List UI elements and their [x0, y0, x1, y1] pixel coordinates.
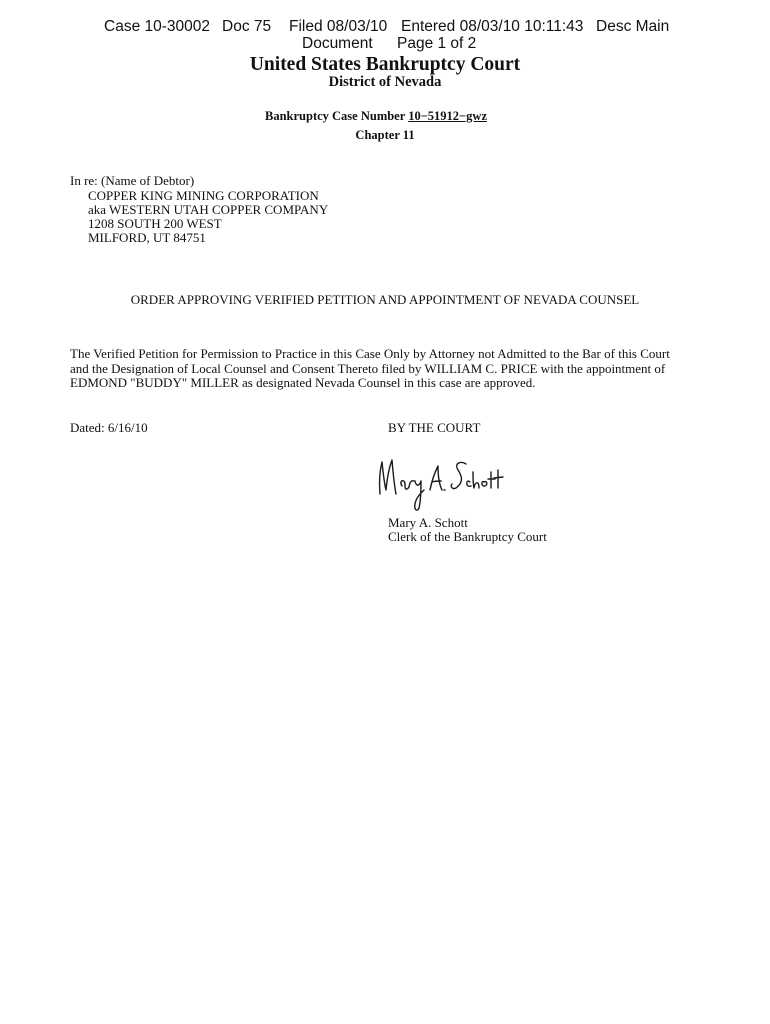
order-paragraph: [70, 347, 710, 391]
order-paragraph-line: and the Designation of Local Counsel and Consent Thereto filed by WILLIAM C. PRICE with the appointment of: [70, 360, 666, 376]
case-number-label: Bankruptcy Case Number: [265, 109, 406, 123]
debtor-address-street: 1208 SOUTH 200 WEST: [88, 216, 222, 231]
signatory-name: Mary A. Schott: [388, 515, 468, 530]
by-the-court: BY THE COURT: [388, 420, 481, 435]
stamp-case: Case 10-30002: [104, 18, 210, 35]
court-title: United States Bankruptcy Court: [249, 54, 521, 75]
stamp-page: Page 1 of 2: [397, 35, 477, 52]
stamp-doc: Doc 75: [222, 18, 272, 35]
case-number-line: [265, 109, 487, 124]
stamp-entered: Entered 08/03/10 10:11:43: [401, 18, 584, 35]
debtor-aka: aka WESTERN UTAH COPPER COMPANY: [88, 202, 329, 217]
case-number: 10−51912−gwz: [408, 109, 488, 123]
stamp-filed: Filed 08/03/10: [289, 18, 388, 35]
order-paragraph-line: The Verified Petition for Permission to Practice in this Case Only by Attorney not Admitted to the Bar of this Court: [70, 346, 670, 361]
stamp-document: Document: [302, 35, 373, 52]
chapter: Chapter 11: [355, 128, 415, 142]
signatory-title: Clerk of the Bankruptcy Court: [388, 529, 547, 544]
dated: Dated: 6/16/10: [70, 420, 148, 435]
debtor-address-city: MILFORD, UT 84751: [88, 230, 206, 245]
signature-image: [372, 450, 512, 512]
order-paragraph-line: EDMOND "BUDDY" MILLER as designated Nevada Counsel in this case are approved.: [70, 375, 536, 390]
stamp-desc: Desc Main: [596, 18, 670, 35]
debtor-label: In re: (Name of Debtor): [70, 173, 195, 188]
order-title: ORDER APPROVING VERIFIED PETITION AND APPOINTMENT OF NEVADA COUNSEL: [130, 292, 640, 307]
debtor-name: COPPER KING MINING CORPORATION: [88, 188, 319, 203]
court-district: District of Nevada: [328, 74, 442, 90]
